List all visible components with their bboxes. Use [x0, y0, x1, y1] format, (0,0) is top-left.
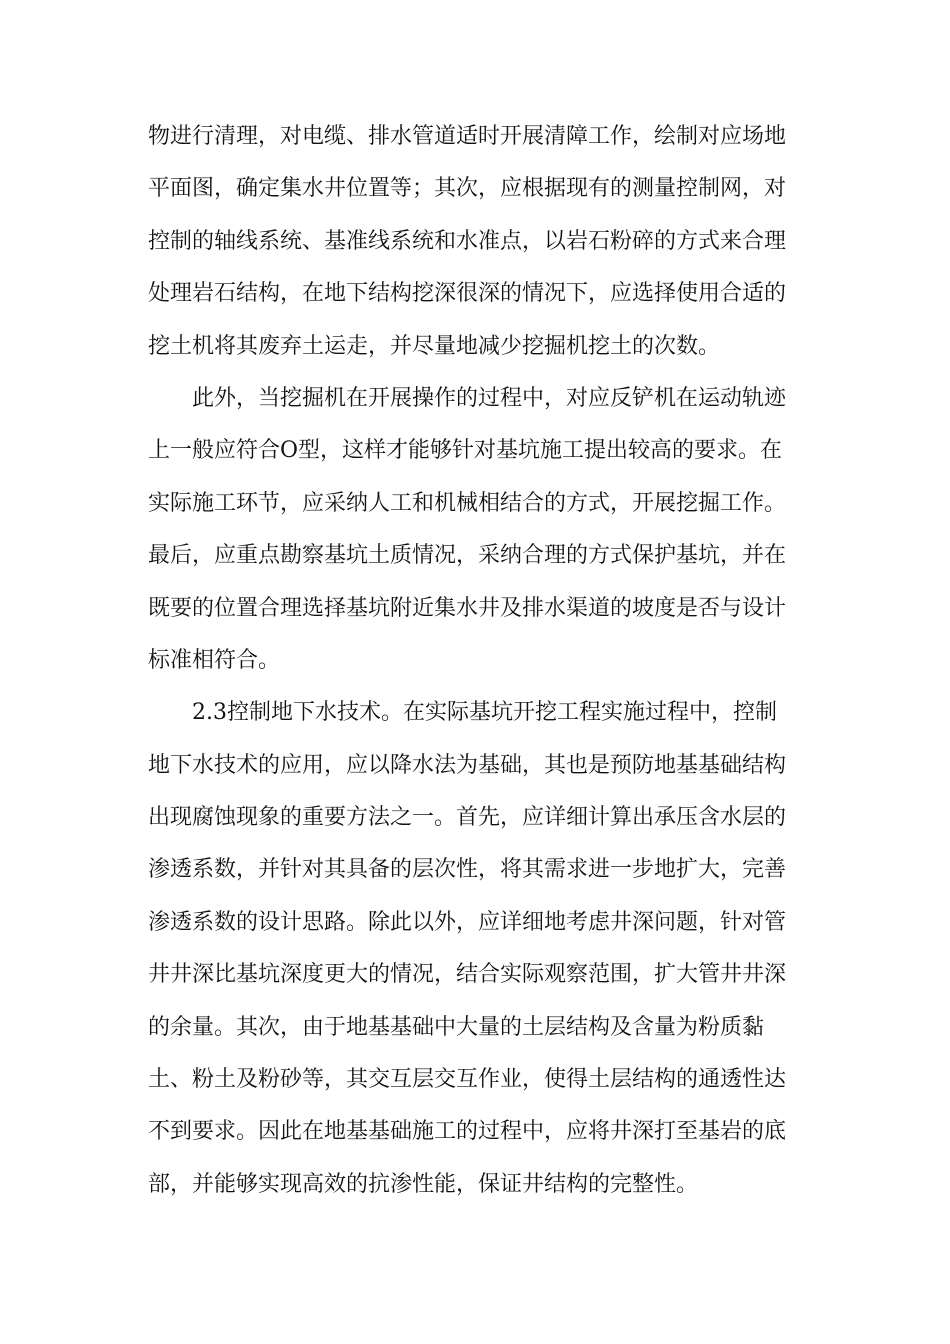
- paragraph-3: [148, 687, 808, 1211]
- text-line: 此外，当挖掘机在开展操作的过程中，对应反铲机在运动轨迹: [192, 385, 787, 411]
- text-line: 处理岩石结构，在地下结构挖深很深的情况下，应选择使用合适的: [148, 281, 787, 307]
- text-line: 出现腐蚀现象的重要方法之一。首先，应详细计算出承压含水层的: [148, 805, 787, 831]
- text-line: 物进行清理，对电缆、排水管道适时开展清障工作，绘制对应场地: [148, 124, 787, 149]
- text-line: 标准相符合。: [148, 647, 281, 673]
- text-line: 井井深比基坑深度更大的情况，结合实际观察范围，扩大管井井深: [148, 962, 787, 988]
- text-line: 不到要求。因此在地基基础施工的过程中，应将井深打至基岩的底: [148, 1119, 787, 1145]
- text-line: 挖土机将其废弃土运走，并尽量地减少挖掘机挖土的次数。: [148, 333, 721, 359]
- text-line: 渗透系数，并针对其具备的层次性，将其需求进一步地扩大，完善: [148, 857, 787, 883]
- text-line: 既要的位置合理选择基坑附近集水井及排水渠道的坡度是否与设计: [148, 595, 787, 621]
- text-line: 2.3控制地下水技术。在实际基坑开挖工程实施过程中，控制: [192, 700, 777, 726]
- paragraph-1: [148, 111, 808, 373]
- text-line: 土、粉土及粉砂等，其交互层交互作业，使得土层结构的通透性达: [148, 1067, 787, 1093]
- text-line: 平面图，确定集水井位置等；其次，应根据现有的测量控制网，对: [148, 176, 787, 202]
- text-line: 的余量。其次，由于地基基础中大量的土层结构及含量为粉质黏: [148, 1014, 765, 1040]
- body-text: [148, 111, 808, 1211]
- text-line: 上一般应符合O型，这样才能够针对基坑施工提出较高的要求。在: [148, 438, 783, 464]
- text-line: 渗透系数的设计思路。除此以外，应详细地考虑井深问题，针对管: [148, 909, 787, 935]
- text-line: 控制的轴线系统、基准线系统和水准点，以岩石粉碎的方式来合理: [148, 228, 787, 254]
- text-line: 实际施工环节，应采纳人工和机械相结合的方式，开展挖掘工作。: [148, 490, 787, 516]
- paragraph-2: [148, 373, 808, 687]
- text-line: 最后，应重点勘察基坑土质情况，采纳合理的方式保护基坑，并在: [148, 543, 787, 569]
- text-line: 部，并能够实现高效的抗渗性能，保证井结构的完整性。: [148, 1171, 699, 1197]
- text-line: 地下水技术的应用，应以降水法为基础，其也是预防地基基础结构: [148, 752, 787, 778]
